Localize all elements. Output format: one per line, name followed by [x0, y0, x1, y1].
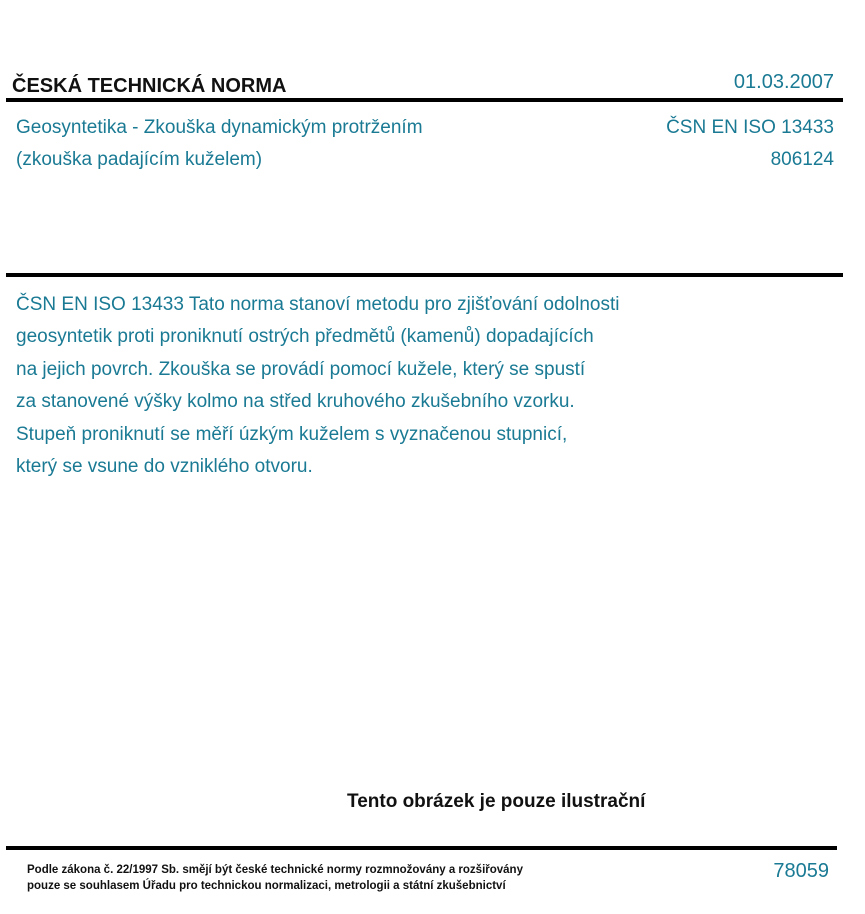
legal-notice-line: Podle zákona č. 22/1997 Sb. smějí být české technické normy rozmnožovány a rozšiřovány: [27, 864, 523, 876]
description-line: za stanovené výšky kolmo na střed kruhového zkušebního vzorku.: [16, 391, 575, 413]
description-line: na jejich povrch. Zkouška se provádí pomocí kužele, který se spustí: [16, 358, 586, 380]
section-divider: [6, 273, 843, 277]
footer-divider: [6, 846, 837, 850]
classification-number: 806124: [770, 149, 834, 170]
legal-notice-line: pouze se souhlasem Úřadu pro technickou normalizaci, metrologii a státní zkušebnictví: [27, 880, 506, 892]
standard-title-line-1: Geosyntetika - Zkouška dynamickým protržením: [16, 117, 423, 138]
description-line: ČSN EN ISO 13433 Tato norma stanoví metodu pro zjišťování odolnosti: [16, 294, 620, 315]
standard-title-line-2: (zkouška padajícím kuželem): [16, 149, 263, 170]
standard-code: ČSN EN ISO 13433: [666, 117, 834, 138]
description-line: geosyntetik proti proniknutí ostrých předmětů (kamenů) dopadajících: [16, 326, 594, 348]
description-line: který se vsune do vzniklého otvoru.: [16, 456, 313, 478]
header-divider: [6, 98, 843, 102]
illustration-disclaimer: Tento obrázek je pouze ilustrační: [347, 791, 646, 812]
document-number: 78059: [773, 860, 829, 882]
standard-description: [16, 289, 736, 483]
document-type-heading: ČESKÁ TECHNICKÁ NORMA: [12, 75, 287, 97]
legal-notice: [27, 862, 523, 894]
publication-date: 01.03.2007: [733, 71, 834, 93]
description-line: Stupeň proniknutí se měří úzkým kuželem s vyznačenou stupnicí,: [16, 423, 568, 445]
